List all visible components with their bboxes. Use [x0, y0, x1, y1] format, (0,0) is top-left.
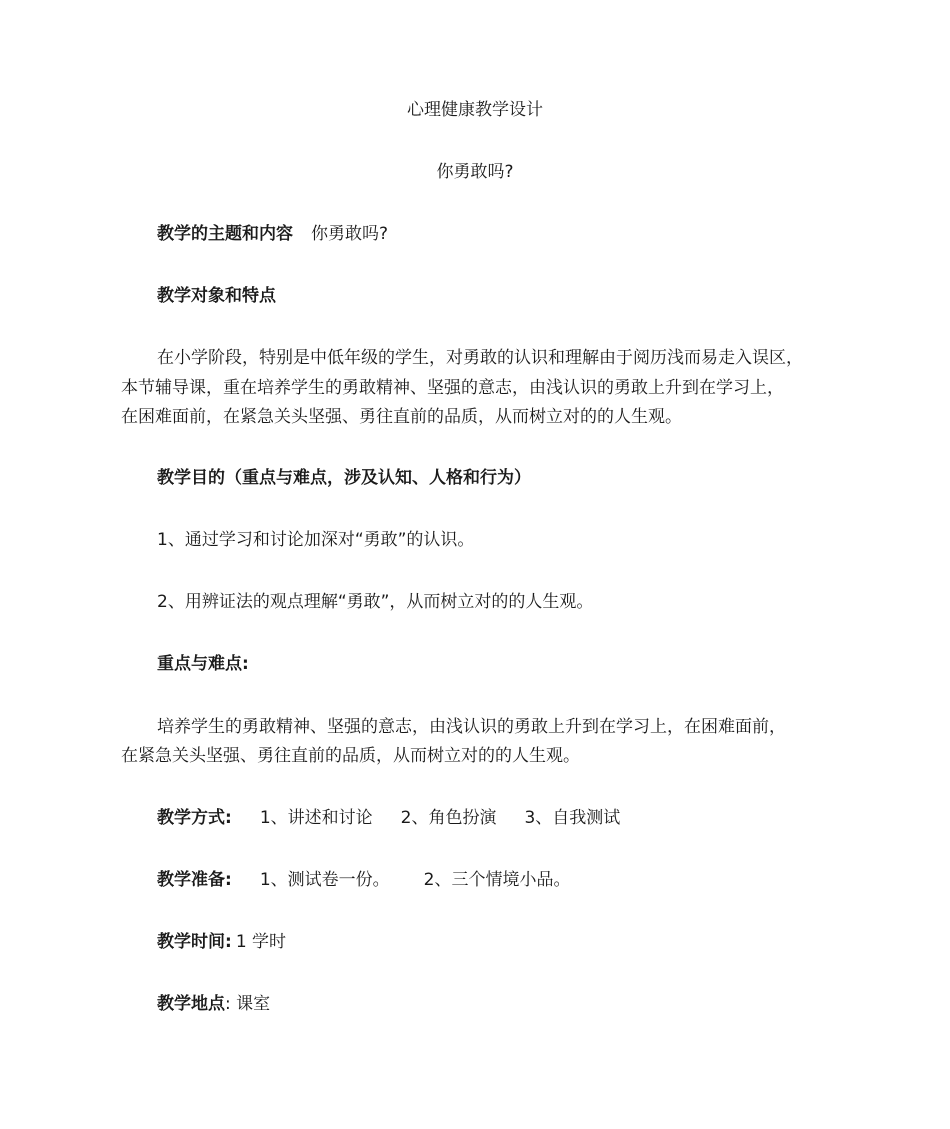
- preparation-item: 2、三个情境小品。: [423, 870, 571, 890]
- audience-paragraph-line: 本节辅导课，重在培养学生的勇敢精神、坚强的意志，由浅认识的勇敢上升到在学习上，: [121, 378, 784, 398]
- key-points-heading: 重点与难点:: [157, 654, 249, 674]
- preparation-label: 教学准备:: [157, 870, 232, 890]
- location-value: : 课室: [225, 994, 271, 1014]
- time-value: 1 学时: [235, 932, 287, 952]
- preparation-item: 1、测试卷一份。: [259, 870, 390, 890]
- goals-heading: 教学目的（重点与难点，涉及认知、人格和行为）: [157, 468, 531, 488]
- document-subtitle: 你勇敢吗?: [436, 162, 514, 182]
- theme-line: [157, 222, 388, 246]
- location-label: 教学地点: [157, 994, 225, 1014]
- time-label: 教学时间:: [157, 932, 232, 952]
- preparation-line: [157, 868, 570, 892]
- methods-label: 教学方式:: [157, 808, 232, 828]
- theme-value: 你勇敢吗?: [311, 224, 389, 244]
- theme-label: 教学的主题和内容: [157, 224, 293, 244]
- goal-item: 1、通过学习和讨论加深对“勇敢”的认识。: [157, 530, 475, 550]
- methods-line: [157, 806, 620, 830]
- document-title: 心理健康教学设计: [407, 100, 543, 120]
- method-item: 1、讲述和讨论: [259, 808, 373, 828]
- method-item: 2、角色扮演: [400, 808, 497, 828]
- audience-heading: 教学对象和特点: [157, 286, 276, 306]
- goal-item: 2、用辨证法的观点理解“勇敢”，从而树立对的的人生观。: [157, 592, 594, 612]
- audience-paragraph-line: 在困难面前，在紧急关头坚强、勇往直前的品质，从而树立对的的人生观。: [121, 407, 682, 427]
- key-points-paragraph-line: 培养学生的勇敢精神、坚强的意志，由浅认识的勇敢上升到在学习上，在困难面前，: [157, 717, 786, 737]
- method-item: 3、自我测试: [524, 808, 621, 828]
- key-points-paragraph-line: 在紧急关头坚强、勇往直前的品质，从而树立对的的人生观。: [121, 746, 580, 766]
- audience-paragraph-line: 在小学阶段，特别是中低年级的学生，对勇敢的认识和理解由于阅历浅而易走入误区，: [157, 348, 803, 368]
- location-line: [157, 992, 270, 1016]
- time-line: [157, 930, 286, 954]
